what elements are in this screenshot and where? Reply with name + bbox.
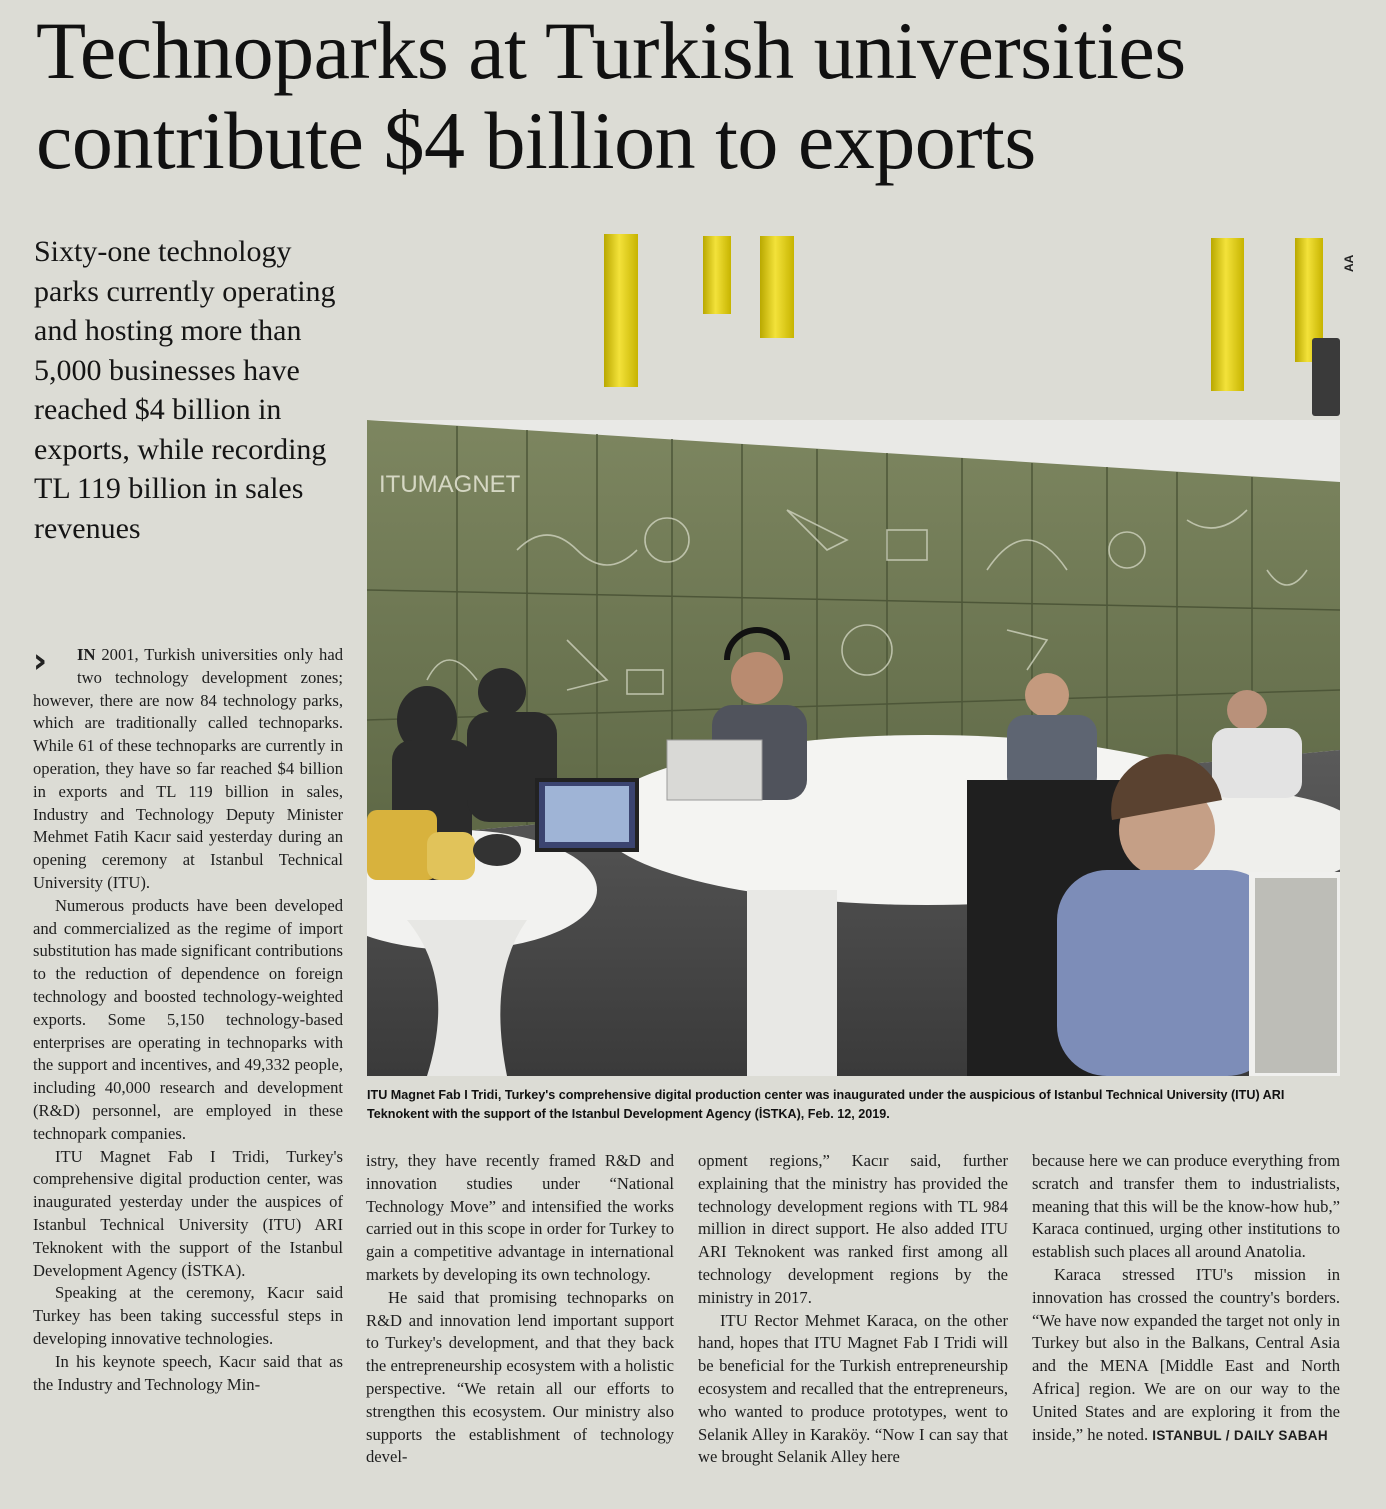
byline: ISTANBUL / DAILY SABAH xyxy=(1152,1427,1328,1443)
headline-line-1: Technoparks at Turkish universities xyxy=(36,5,1186,96)
photo-caption: ITU Magnet Fab I Tridi, Turkey's comprehensive digital production center was inaugurated under the auspicious of Istanbul Technical University (ITU) ARI Teknokent with the support of the Istanbul Development Agency (İSTKA), Feb. 12, 2019. xyxy=(367,1088,1285,1121)
paragraph: Speaking at the ceremony, Kacır said Turkey has been taking successful steps in developing innovative technologies. xyxy=(33,1283,343,1348)
headline-line-2: contribute $4 billion to exports xyxy=(36,95,1036,186)
body-column-1 xyxy=(33,641,343,1396)
lead-paragraph xyxy=(33,641,343,895)
paragraph: Numerous products have been developed and commercialized as the regime of import substitution has made significant contributions to the reduction of dependence on foreign technology and boosted technology-weighted exports. Some 5,150 technology-based enterprises are operating in technoparks with the support and incentives, and 49,332 people, including 40,000 research and development (R&D) personnel, are employed in these technopark companies. xyxy=(33,895,343,1143)
paragraph: He said that promising technoparks on R&D and innovation lend important support to Turkey's development, and that they back the entrepreneurship ecosystem with a holistic perspective. “We retain all our efforts to strengthen this ecosystem. Our ministry also supports the establishment of technology devel- xyxy=(366,1287,674,1467)
body-column-4 xyxy=(1032,1150,1340,1447)
paragraph-text: 2001, Turkish universities only had two technology development zones; however, there are now 84 technology parks, which are traditionally called technoparks. While 61 of these technoparks are currently in operation, they have so far reached $4 billion in exports and TL 119 billion in sales, Industry and Technology Deputy Minister Mehmet Fatih Kacır said yesterday during an opening ceremony at Istanbul Technical University (ITU). xyxy=(33,645,343,892)
paragraph xyxy=(1032,1264,1340,1447)
office-scene-illustration xyxy=(367,420,1340,1076)
paragraph: In his keynote speech, Kacır said that as the Industry and Technology Min- xyxy=(33,1351,343,1394)
pendant-lamp xyxy=(1211,238,1244,391)
wall-speaker xyxy=(1312,338,1340,416)
paragraph-text: Karaca stressed ITU's mission in innovation has crossed the country's borders. “We have now expanded the target not only in Turkey but also in the Balkans, Central Asia and the MENA [Middle East and North Africa] region. We are on our way to the United States and are exploring it from the inside,” he noted. xyxy=(1032,1264,1340,1444)
deck: Sixty-one technology parks currently operating and hosting more than 5,000 businesses have reached $4 billion in exports, while recording TL 119 billion in sales revenues xyxy=(34,235,336,545)
paragraph: istry, they have recently framed R&D and innovation studies under “National Technology Move” and intensified the works carried out in this scope in order for Turkey to gain a competitive advantage in international markets by developing its own technology. xyxy=(366,1151,674,1284)
article-photo xyxy=(367,420,1340,1076)
headline xyxy=(36,6,1366,186)
photo-credit: AA xyxy=(1342,254,1356,272)
pendant-lamp xyxy=(760,236,794,338)
double-chevron-icon: ›› xyxy=(33,641,34,681)
pendant-lamp xyxy=(604,234,638,387)
photo-sign: ITUMAGNET xyxy=(379,471,521,498)
paragraph: ITU Rector Mehmet Karaca, on the other hand, hopes that ITU Magnet Fab I Tridi will be beneficial for the Turkish entrepreneurship ecosystem and recalled that the entrepreneurs, who wanted to produce prototypes, went to Selanik Alley in Karaköy. “Now I can say that we brought Selanik Alley here xyxy=(698,1310,1008,1467)
paragraph: ITU Magnet Fab I Tridi, Turkey's comprehensive digital production center, was inaugurated yesterday under the auspices of Istanbul Technical University (ITU) ARI Teknokent with the support of the Istanbul Development Agency (İSTKA). xyxy=(33,1146,343,1280)
paragraph: because here we can produce everything from scratch and transfer them to industrialists, meaning that this will be the know-how hub,” Karaca continued, urging other institutions to establish such places all around Anatolia. xyxy=(1032,1151,1340,1262)
pendant-lamp xyxy=(703,236,731,314)
body-column-2 xyxy=(366,1150,674,1469)
paragraph: opment regions,” Kacır said, further explaining that the ministry has provided the technology development regions with TL 984 million in direct support. He also added ITU ARI Teknokent was ranked first among all technology development regions by the ministry in 2017. xyxy=(698,1151,1008,1307)
lead-word: IN xyxy=(77,645,96,664)
body-column-3 xyxy=(698,1150,1008,1469)
